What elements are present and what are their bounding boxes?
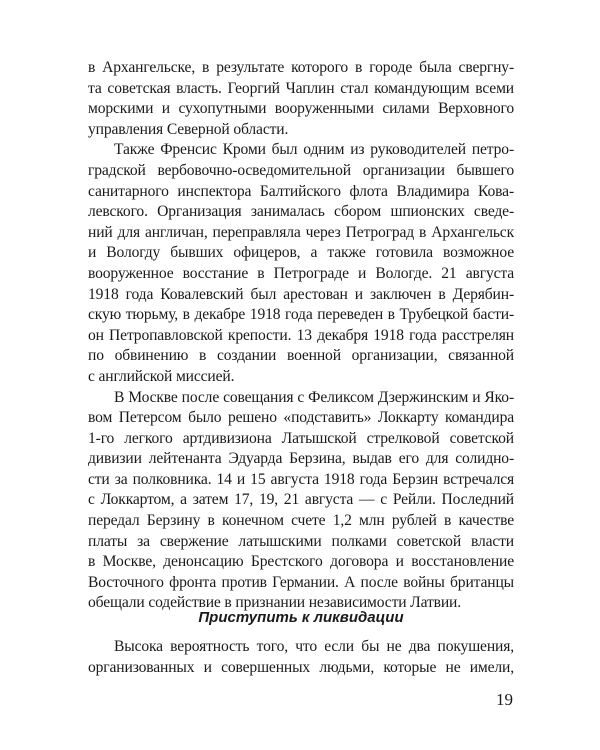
text-line: Также Френсис Кроми был одним из руководителей петро-	[114, 141, 514, 159]
text-line: левского. Организация занималась сбором шпионских сведе-	[88, 203, 514, 221]
text-line: санитарного инспектора Балтийского флота Владимира Кова-	[88, 182, 514, 200]
text-line: передал Берзину в конечном счете 1,2 млн рублей в качестве	[88, 512, 514, 530]
text-line: с английской миссией.	[88, 367, 235, 385]
text-line: сти за полковника. 14 и 15 августа 1918 года Берзин встречался	[88, 470, 514, 488]
text-line: 1-го легкого артдивизиона Латышской стрелковой советской	[88, 429, 514, 447]
text-line: управления Северной области.	[88, 120, 289, 138]
text-line: Высока вероятность того, что если бы не два покушения,	[114, 638, 514, 655]
text-line: та советская власть. Георгий Чаплин стал командующим всеми	[88, 79, 514, 97]
text-line: и Вологду бывших офицеров, а также готовила возможное	[88, 244, 514, 262]
text-line: В Москве после совещания с Феликсом Дзержинским и Яко-	[114, 388, 514, 406]
paragraph-4	[88, 637, 514, 678]
text-line: градской вербовочно-осведомительной организации бывшего	[88, 161, 514, 179]
text-line: вом Петерсом было решено «подставить» Локкарту командира	[88, 409, 514, 427]
page-number: 19	[496, 690, 513, 709]
text-line: с Локкартом, а затем 17, 19, 21 августа — с Рейли. Последний	[88, 491, 514, 509]
text-line: обещали содействие в признании независимости Латвии.	[88, 594, 461, 612]
text-line: организованных и совершенных людьми, которые не имели,	[88, 658, 514, 676]
text-line: скую тюрьму, в декабре 1918 года переведен в Трубецкой басти-	[88, 306, 514, 324]
text-line: в Москве, денонсацию Брестского договора и восстановление	[88, 553, 514, 571]
text-line: морскими и сухопутными вооруженными силами Верховного	[88, 100, 514, 118]
text-line: дивизии лейтенанта Эдуарда Берзина, выдав его для солидно-	[88, 450, 514, 468]
paragraph-3	[88, 388, 514, 615]
text-line: Восточного фронта против Германии. А после войны британцы	[88, 573, 514, 591]
text-line: 1918 года Ковалевский был арестован и заключен в Дерябин-	[88, 285, 514, 303]
text-line: он Петропавловской крепости. 13 декабря 1918 года расстрелян	[88, 326, 514, 344]
section-heading: Приступить к ликвидации	[198, 609, 404, 626]
paragraph-2	[88, 140, 514, 387]
text-line: ний для англичан, переправляла через Петроград в Архангельск	[88, 223, 514, 241]
body-text	[88, 58, 514, 614]
text-line: в Архангельске, в результате которого в городе была свергну-	[88, 59, 514, 76]
paragraph-1	[88, 58, 514, 140]
text-line: вооруженное восстание в Петрограде и Вологде. 21 августа	[88, 264, 514, 282]
text-line: платы за свержение латышскими полками советской власти	[88, 532, 514, 550]
text-line: по обвинению в создании военной организации, связанной	[88, 347, 514, 365]
